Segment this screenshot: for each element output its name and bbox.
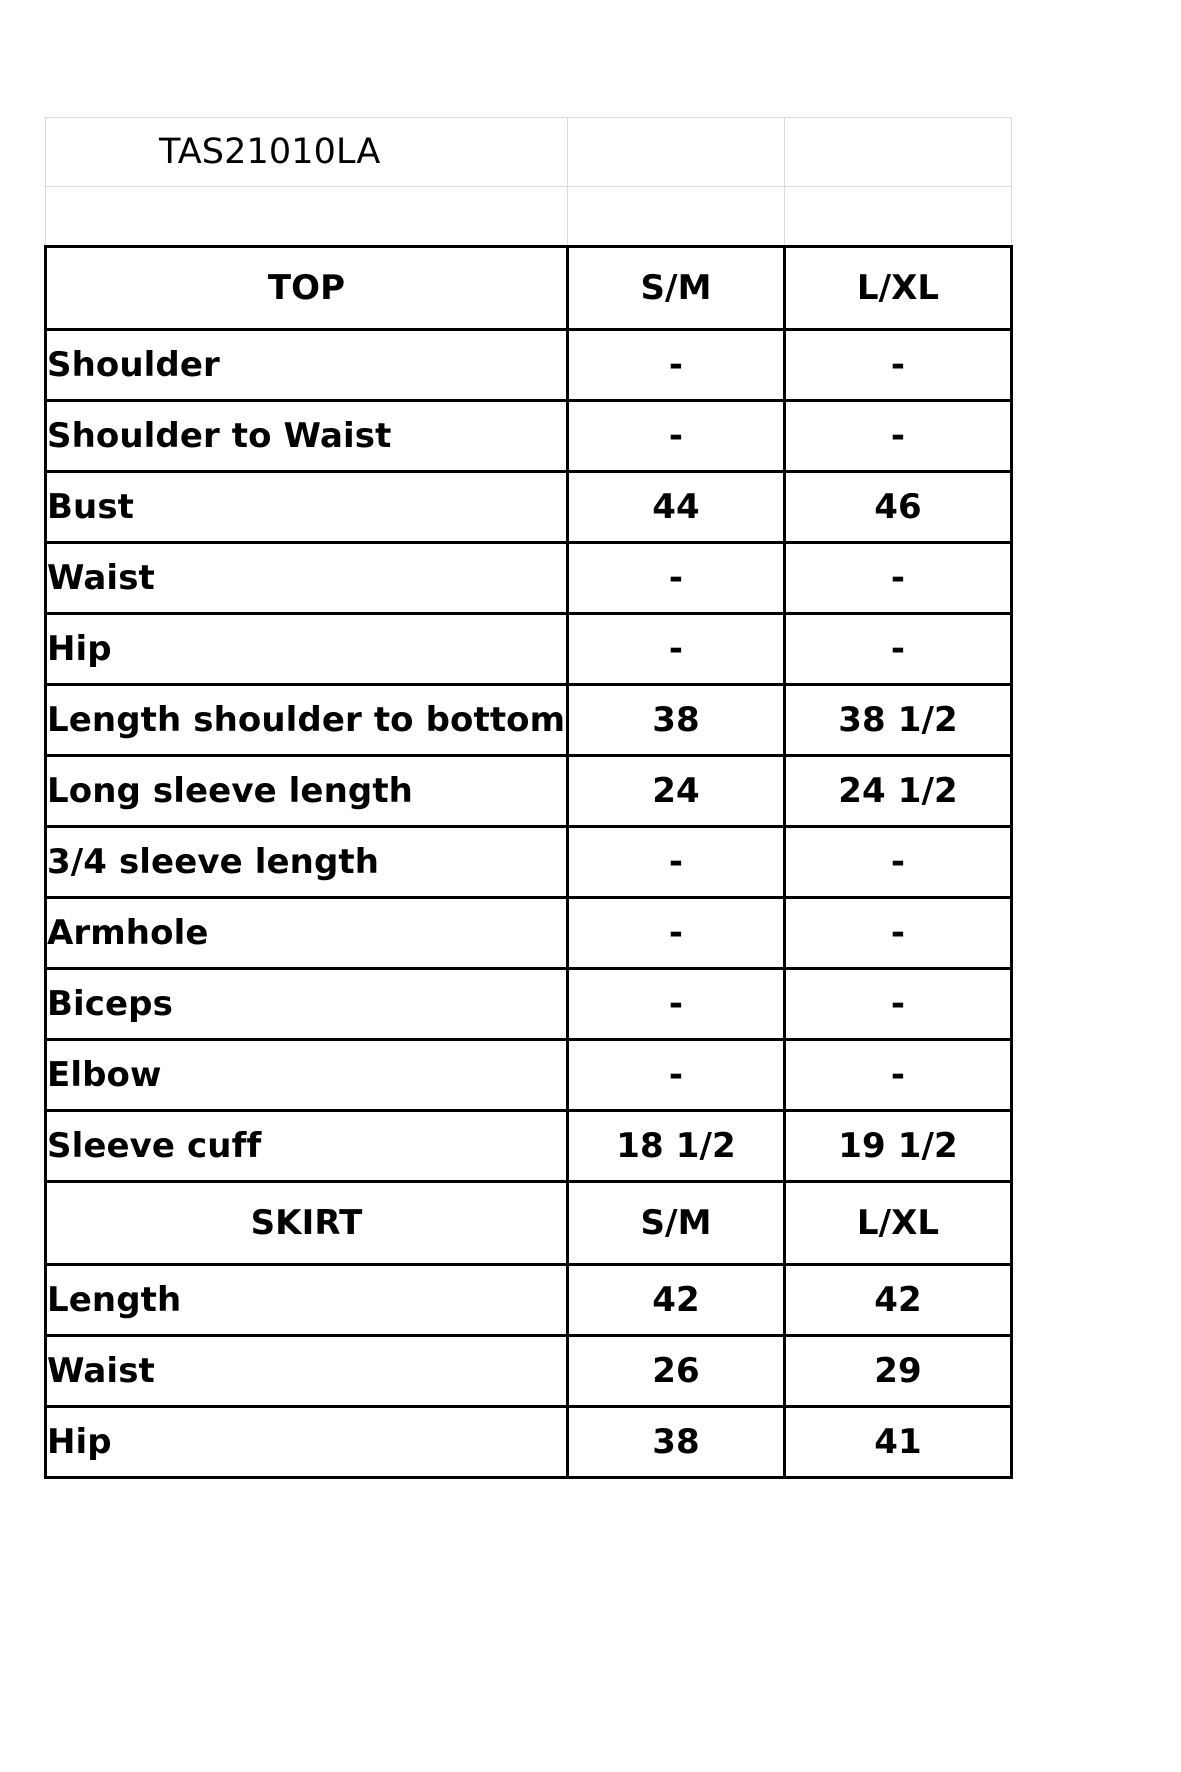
section-header-top — [46, 247, 1012, 330]
measure-value-sm: - — [568, 543, 785, 614]
measure-label: Long sleeve length — [46, 756, 568, 827]
measure-value-lxl: - — [785, 614, 1012, 685]
measure-label: Waist — [46, 1336, 568, 1407]
size-chart-sheet — [44, 117, 1010, 1479]
measure-label: Sleeve cuff — [46, 1111, 568, 1182]
measure-value-sm: 18 1/2 — [568, 1111, 785, 1182]
measure-value-sm: 38 — [568, 685, 785, 756]
table-row — [46, 401, 1012, 472]
measure-value-lxl: 24 1/2 — [785, 756, 1012, 827]
section-header-skirt — [46, 1182, 1012, 1265]
measure-value-sm: - — [568, 898, 785, 969]
table-row — [46, 1336, 1012, 1407]
column-header-sm: S/M — [568, 247, 785, 330]
measure-label: Elbow — [46, 1040, 568, 1111]
table-row — [46, 827, 1012, 898]
measure-value-sm: 44 — [568, 472, 785, 543]
measure-value-lxl: 42 — [785, 1265, 1012, 1336]
table-row — [46, 614, 1012, 685]
measure-value-sm: - — [568, 330, 785, 401]
measure-label: Shoulder to Waist — [46, 401, 568, 472]
table-row — [46, 1407, 1012, 1478]
measure-value-lxl: - — [785, 401, 1012, 472]
column-header-lxl: L/XL — [785, 247, 1012, 330]
measure-value-lxl: 41 — [785, 1407, 1012, 1478]
table-row — [46, 898, 1012, 969]
table-row — [46, 756, 1012, 827]
title-row — [46, 118, 1012, 187]
table-row — [46, 330, 1012, 401]
section-title: SKIRT — [46, 1182, 568, 1265]
measure-value-sm: 38 — [568, 1407, 785, 1478]
measure-label: Length shoulder to bottom — [46, 685, 568, 756]
section-title: TOP — [46, 247, 568, 330]
measure-label: Shoulder — [46, 330, 568, 401]
column-header-sm: S/M — [568, 1182, 785, 1265]
measure-label: Armhole — [46, 898, 568, 969]
table-row — [46, 1265, 1012, 1336]
empty-cell — [785, 187, 1012, 247]
measure-value-lxl: - — [785, 543, 1012, 614]
measure-value-sm: 26 — [568, 1336, 785, 1407]
measure-value-lxl: - — [785, 898, 1012, 969]
table-row — [46, 472, 1012, 543]
measure-value-lxl: 29 — [785, 1336, 1012, 1407]
table-row — [46, 1040, 1012, 1111]
measure-value-sm: - — [568, 614, 785, 685]
measure-value-lxl: 46 — [785, 472, 1012, 543]
measure-label: 3/4 sleeve length — [46, 827, 568, 898]
measure-value-lxl: - — [785, 330, 1012, 401]
spacer-row — [46, 187, 1012, 247]
measure-value-lxl: - — [785, 969, 1012, 1040]
column-header-lxl: L/XL — [785, 1182, 1012, 1265]
measure-value-sm: 24 — [568, 756, 785, 827]
measure-value-lxl: - — [785, 827, 1012, 898]
measure-value-lxl: 19 1/2 — [785, 1111, 1012, 1182]
measure-label: Bust — [46, 472, 568, 543]
measure-value-lxl: - — [785, 1040, 1012, 1111]
measure-value-sm: 42 — [568, 1265, 785, 1336]
measure-label: Biceps — [46, 969, 568, 1040]
measure-label: Hip — [46, 1407, 568, 1478]
style-code: TAS21010LA — [46, 118, 568, 187]
table-row — [46, 685, 1012, 756]
measure-label: Waist — [46, 543, 568, 614]
measure-label: Length — [46, 1265, 568, 1336]
table-row — [46, 543, 1012, 614]
measure-value-sm: - — [568, 827, 785, 898]
table-row — [46, 969, 1012, 1040]
measure-value-sm: - — [568, 969, 785, 1040]
empty-cell — [785, 118, 1012, 187]
empty-cell — [568, 187, 785, 247]
measure-value-sm: - — [568, 1040, 785, 1111]
table-row — [46, 1111, 1012, 1182]
size-chart-table — [44, 117, 1013, 1479]
measure-label: Hip — [46, 614, 568, 685]
empty-cell — [46, 187, 568, 247]
measure-value-sm: - — [568, 401, 785, 472]
measure-value-lxl: 38 1/2 — [785, 685, 1012, 756]
empty-cell — [568, 118, 785, 187]
